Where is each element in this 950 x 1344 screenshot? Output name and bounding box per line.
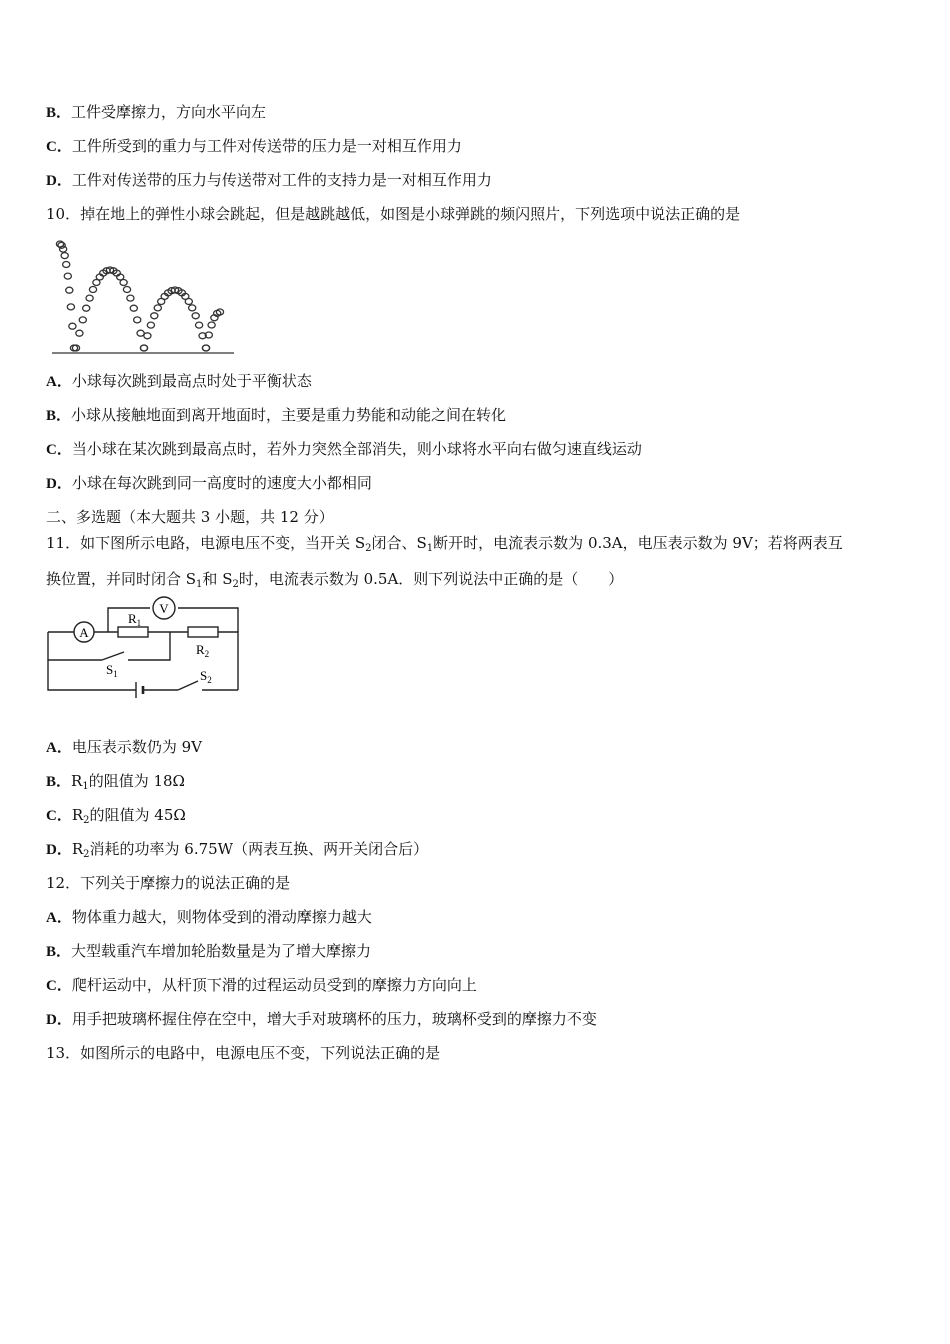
option-letter: D．: [46, 476, 72, 492]
subscript: 2: [365, 543, 372, 554]
ball-image: [144, 333, 151, 339]
ball-image: [151, 313, 158, 319]
q13-stem: 13．如图所示的电路中，电源电压不变，下列说法正确的是: [46, 1044, 441, 1062]
ball-image: [208, 322, 215, 328]
option-text: 大型载重汽车增加轮胎数量是为了增大摩擦力: [71, 942, 372, 960]
q9-option-b: [46, 102, 266, 123]
section-title: 二、多选题（本大题共 3 小题，共 12 分）: [46, 508, 334, 526]
ball-image: [202, 345, 209, 351]
option-letter: A．: [46, 374, 72, 390]
q12-stem: 12．下列关于摩擦力的说法正确的是: [46, 874, 291, 892]
option-text: 爬杆运动中，从杆顶下滑的过程运动员受到的摩擦力方向向上: [71, 976, 477, 994]
option-symbol: R: [71, 806, 84, 824]
option-symbol: R: [71, 840, 84, 858]
switch-s2: [178, 681, 198, 690]
ball-image: [147, 322, 154, 328]
bouncing-ball-figure: [46, 236, 246, 360]
option-text: 工件受摩擦力，方向水平向左: [71, 103, 267, 121]
q10-option-d: [46, 473, 372, 494]
option-text: 小球在每次跳到同一高度时的速度大小都相同: [71, 474, 372, 492]
option-symbol: R: [71, 772, 83, 790]
ball-image: [154, 305, 161, 311]
option-letter: D．: [46, 1012, 72, 1028]
ball-image: [137, 330, 144, 336]
stem-part: 换位置，并同时闭合 S: [46, 570, 197, 588]
q11-option-a: [46, 737, 202, 758]
stem-part: 11．如下图所示电路，电源电压不变，当开关 S: [46, 534, 366, 552]
ball-image: [192, 313, 199, 319]
option-text: 小球从接触地面到离开地面时，主要是重力势能和动能之间在转化: [71, 406, 507, 424]
switch-s1: [102, 652, 124, 660]
q12-option-a: [46, 907, 372, 928]
q12-option-d: [46, 1009, 597, 1030]
wire-right: [218, 632, 238, 690]
subscript: 1: [196, 579, 203, 590]
circuit-diagram: [40, 596, 250, 700]
option-letter: C．: [46, 139, 72, 155]
ball-image: [60, 246, 67, 252]
ball-image: [189, 305, 196, 311]
ball-image: [127, 295, 134, 301]
ball-trail: [56, 241, 223, 351]
ball-image: [185, 299, 192, 305]
stem-part: 时，电流表示数为 0.5A．则下列说法中正确的是（ ）: [238, 570, 624, 588]
ball-image: [76, 330, 83, 336]
ball-image: [64, 273, 71, 279]
q11-option-d: [46, 839, 428, 865]
s2-label: $S_2$: [200, 668, 212, 685]
resistor-r1: [118, 627, 148, 637]
ball-image: [196, 322, 203, 328]
option-letter: C．: [46, 808, 72, 824]
option-text: 物体重力越大，则物体受到的滑动摩擦力越大: [71, 908, 372, 926]
option-letter: B．: [46, 105, 72, 121]
q12-option-b: [46, 941, 371, 962]
option-text: 工件对传送带的压力与传送带对工件的支持力是一对相互作用力: [71, 171, 492, 189]
r2-label: $R_2$: [196, 642, 210, 659]
option-text: 的阻值为 45Ω: [89, 806, 186, 824]
q12-option-c: [46, 975, 477, 996]
stem-part: 和 S: [202, 570, 233, 588]
subscript: 2: [83, 849, 90, 860]
ball-image: [134, 317, 141, 323]
q11-option-c: [46, 805, 186, 831]
option-text: 消耗的功率为 6.75W（两表互换、两开关闭合后）: [89, 840, 429, 858]
q11-stem-line1: [46, 533, 843, 559]
q10-option-b: [46, 405, 506, 426]
option-letter: B．: [46, 408, 72, 424]
resistor-r2: [188, 627, 218, 637]
stem-part: 闭合、S: [371, 534, 427, 552]
q10-option-c: [46, 439, 642, 460]
q11-option-b: [46, 771, 185, 797]
q11-stem-line2: [46, 569, 623, 595]
subscript: 2: [83, 815, 90, 826]
ball-image: [63, 262, 70, 268]
r1-label: $R_1$: [128, 611, 142, 628]
subscript: 1: [82, 781, 89, 792]
ball-image: [123, 287, 130, 293]
q10-option-a: [46, 371, 312, 392]
ball-image: [120, 280, 127, 286]
ball-image: [89, 287, 96, 293]
option-letter: C．: [46, 442, 72, 458]
option-letter: B．: [46, 944, 72, 960]
q9-option-c: [46, 136, 462, 157]
option-letter: C．: [46, 978, 72, 994]
ball-image: [130, 305, 137, 311]
option-letter: B．: [46, 774, 72, 790]
ball-image: [86, 295, 93, 301]
ball-image: [79, 317, 86, 323]
option-letter: A．: [46, 740, 72, 756]
ammeter-label: A: [79, 625, 89, 640]
option-text: 小球每次跳到最高点时处于平衡状态: [71, 372, 312, 390]
stem-part: 断开时，电流表示数为 0.3A，电压表示数为 9V；若将两表互: [433, 534, 843, 552]
ball-image: [69, 323, 76, 329]
option-letter: D．: [46, 173, 72, 189]
ball-image: [61, 253, 68, 259]
option-text: 电压表示数仍为 9V: [71, 738, 202, 756]
option-text: 工件所受到的重力与工件对传送带的压力是一对相互作用力: [71, 137, 462, 155]
option-letter: D．: [46, 842, 72, 858]
wire-bottom-left: [48, 660, 136, 690]
option-text: 当小球在某次跳到最高点时，若外力突然全部消失，则小球将水平向右做匀速直线运动: [71, 440, 642, 458]
subscript: 1: [426, 543, 434, 554]
option-text: 的阻值为 18Ω: [88, 772, 185, 790]
s1-label: $S_1$: [106, 662, 118, 679]
option-text: 用手把玻璃杯握住停在空中，增大手对玻璃杯的压力，玻璃杯受到的摩擦力不变: [71, 1010, 597, 1028]
ball-image: [66, 287, 73, 293]
q9-option-d: [46, 170, 492, 191]
option-letter: A．: [46, 910, 72, 926]
voltmeter-label: V: [159, 601, 169, 616]
ball-image: [140, 345, 147, 351]
subscript: 2: [232, 579, 239, 590]
ball-image: [83, 305, 90, 311]
q10-stem: 10．掉在地上的弹性小球会跳起，但是越跳越低，如图是小球弹跳的频闪照片，下列选项中说法正确的是: [46, 205, 741, 223]
ball-image: [67, 304, 74, 310]
